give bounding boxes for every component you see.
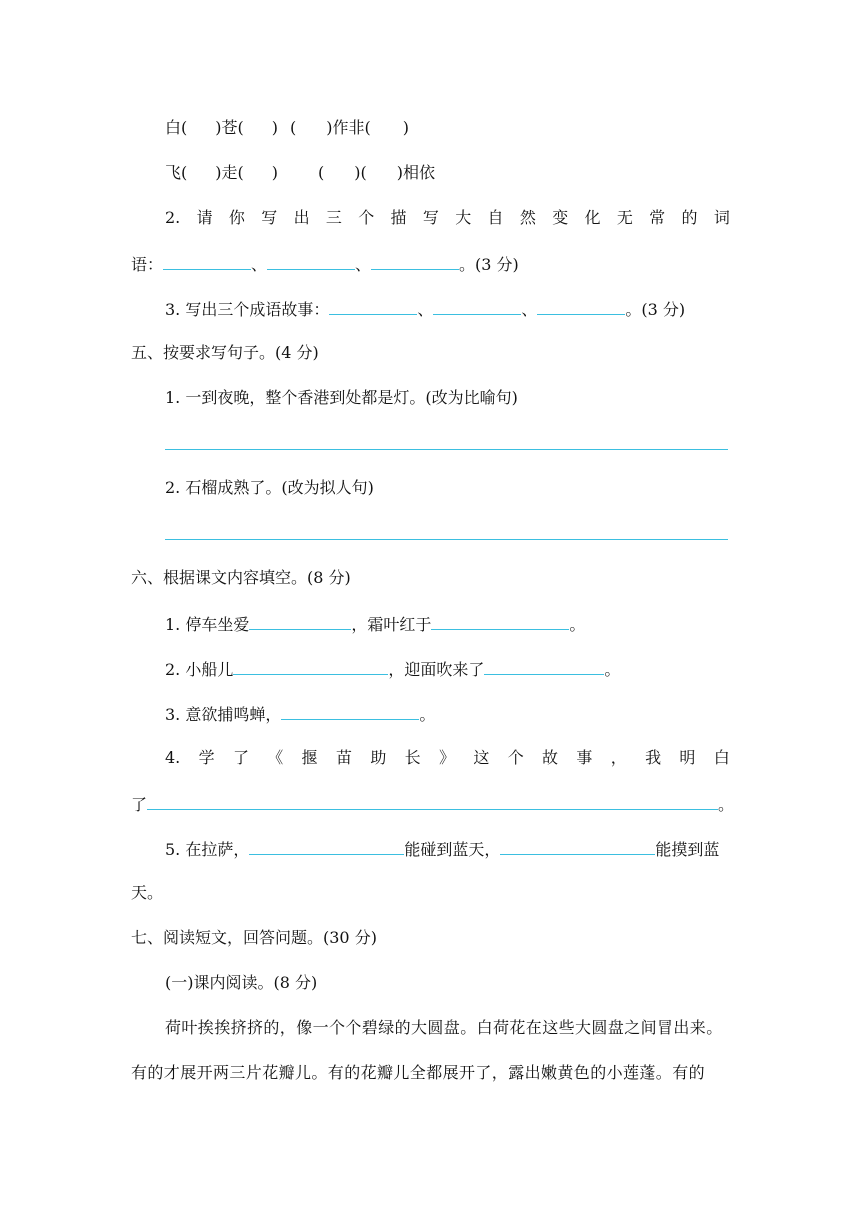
question-text: ，霜叶红于 [351, 615, 432, 634]
section-5-question-2: 2. 石榴成熟了。(改为拟人句) [165, 478, 374, 497]
char: 了 [232, 748, 249, 767]
prefix-text: 了 [131, 795, 148, 814]
char: 自 [487, 208, 504, 227]
idiom-text: )走( [215, 163, 244, 182]
answer-blank[interactable] [281, 701, 419, 720]
prefix-text: 语： [131, 255, 164, 274]
question-text: 3. 写出三个成语故事： [165, 300, 330, 319]
answer-blank[interactable] [433, 296, 521, 315]
char: 个 [358, 208, 375, 227]
char: 变 [552, 208, 569, 227]
question-2-line [165, 206, 730, 230]
section-6-question-2 [165, 656, 620, 680]
section-5-heading: 五、按要求写句子。(4 分) [131, 343, 319, 362]
idiom-text: ) [402, 118, 409, 137]
question-text: 3. 意欲捕鸣蝉， [165, 705, 282, 724]
char: 《 [267, 748, 284, 767]
idiom-text: ) [271, 118, 278, 137]
answer-blank[interactable] [147, 791, 718, 810]
char: 揠 [301, 748, 318, 767]
answer-line[interactable] [165, 539, 728, 540]
idiom-text: )苍( [215, 118, 244, 137]
separator: 、 [521, 300, 538, 319]
idiom-text: 白( [165, 118, 188, 137]
char: 》 [439, 748, 456, 767]
char: 出 [293, 208, 310, 227]
char: 化 [584, 208, 601, 227]
answer-blank[interactable] [267, 251, 355, 270]
reading-paragraph-line: 荷叶挨挨挤挤的，像一个个碧绿的大圆盘。白荷花在这些大圆盘之间冒出来。 [165, 1018, 723, 1037]
idiom-text: ) [271, 163, 278, 182]
char: 三 [325, 208, 342, 227]
char: 4. [165, 748, 181, 767]
char: 然 [519, 208, 536, 227]
answer-blank[interactable] [500, 836, 655, 855]
char: 写 [422, 208, 439, 227]
char: 个 [507, 748, 524, 767]
score-text: 。(3 分) [625, 300, 686, 319]
answer-blank[interactable] [371, 251, 459, 270]
char: 这 [473, 748, 490, 767]
section-6-question-4-line [165, 746, 730, 770]
separator: 、 [251, 255, 268, 274]
idiom-text: )作非( [326, 118, 371, 137]
punctuation: 。 [569, 615, 586, 634]
answer-blank[interactable] [431, 611, 569, 630]
separator: 、 [417, 300, 434, 319]
char: 词 [713, 208, 730, 227]
answer-blank[interactable] [484, 656, 604, 675]
section-6-heading: 六、根据课文内容填空。(8 分) [131, 568, 351, 587]
char: 明 [679, 748, 696, 767]
question-2-answer-line [131, 251, 519, 275]
answer-blank[interactable] [233, 656, 388, 675]
char: 请 [196, 208, 213, 227]
char: 长 [404, 748, 421, 767]
char: 写 [261, 208, 278, 227]
question-text: 能摸到蓝 [655, 840, 720, 859]
idiom-row-2 [165, 161, 435, 185]
answer-blank[interactable] [329, 296, 417, 315]
char: 无 [616, 208, 633, 227]
char: 事 [576, 748, 593, 767]
idiom-row-1 [165, 116, 409, 140]
char: 常 [649, 208, 666, 227]
char: 描 [390, 208, 407, 227]
idiom-text: ( [290, 118, 297, 137]
answer-blank[interactable] [537, 296, 625, 315]
char: 2. [165, 208, 181, 227]
idiom-text: 飞( [165, 163, 188, 182]
idiom-text: ( [318, 163, 325, 182]
punctuation: 。 [718, 795, 735, 814]
section-5-question-1: 1. 一到夜晚，整个香港到处都是灯。(改为比喻句) [165, 388, 518, 407]
question-3-line [165, 296, 685, 320]
char: 大 [455, 208, 472, 227]
separator: 、 [355, 255, 372, 274]
punctuation: 。 [604, 660, 621, 679]
question-text: 2. 小船儿 [165, 660, 234, 679]
char: 我 [645, 748, 662, 767]
section-6-question-5 [165, 836, 719, 860]
punctuation: 。 [419, 705, 436, 724]
section-7-subheading: (一)课内阅读。(8 分) [165, 973, 318, 992]
answer-line[interactable] [165, 449, 728, 450]
reading-paragraph-line: 有的才展开两三片花瓣儿。有的花瓣儿全都展开了，露出嫩黄色的小莲蓬。有的 [131, 1063, 706, 1082]
answer-blank[interactable] [249, 836, 404, 855]
question-text: 1. 停车坐爱 [165, 615, 250, 634]
question-text: 能碰到蓝天， [404, 840, 501, 859]
char: 苗 [335, 748, 352, 767]
answer-blank[interactable] [163, 251, 251, 270]
char: 白 [713, 748, 730, 767]
score-text: 。(3 分) [459, 255, 519, 274]
idiom-text: )( [354, 163, 367, 182]
answer-blank[interactable] [249, 611, 351, 630]
char: 助 [370, 748, 387, 767]
char: ， [610, 748, 627, 767]
section-6-question-5-continued: 天。 [131, 883, 164, 902]
question-text: 5. 在拉萨， [165, 840, 250, 859]
section-6-question-4-answer-line [131, 791, 734, 815]
char: 的 [681, 208, 698, 227]
section-6-question-3 [165, 701, 435, 725]
char: 故 [542, 748, 559, 767]
question-text: ，迎面吹来了 [388, 660, 485, 679]
char: 你 [228, 208, 245, 227]
idiom-text: )相依 [396, 163, 435, 182]
section-7-heading: 七、阅读短文，回答问题。(30 分) [131, 928, 377, 947]
section-6-question-1 [165, 611, 585, 635]
char: 学 [198, 748, 215, 767]
